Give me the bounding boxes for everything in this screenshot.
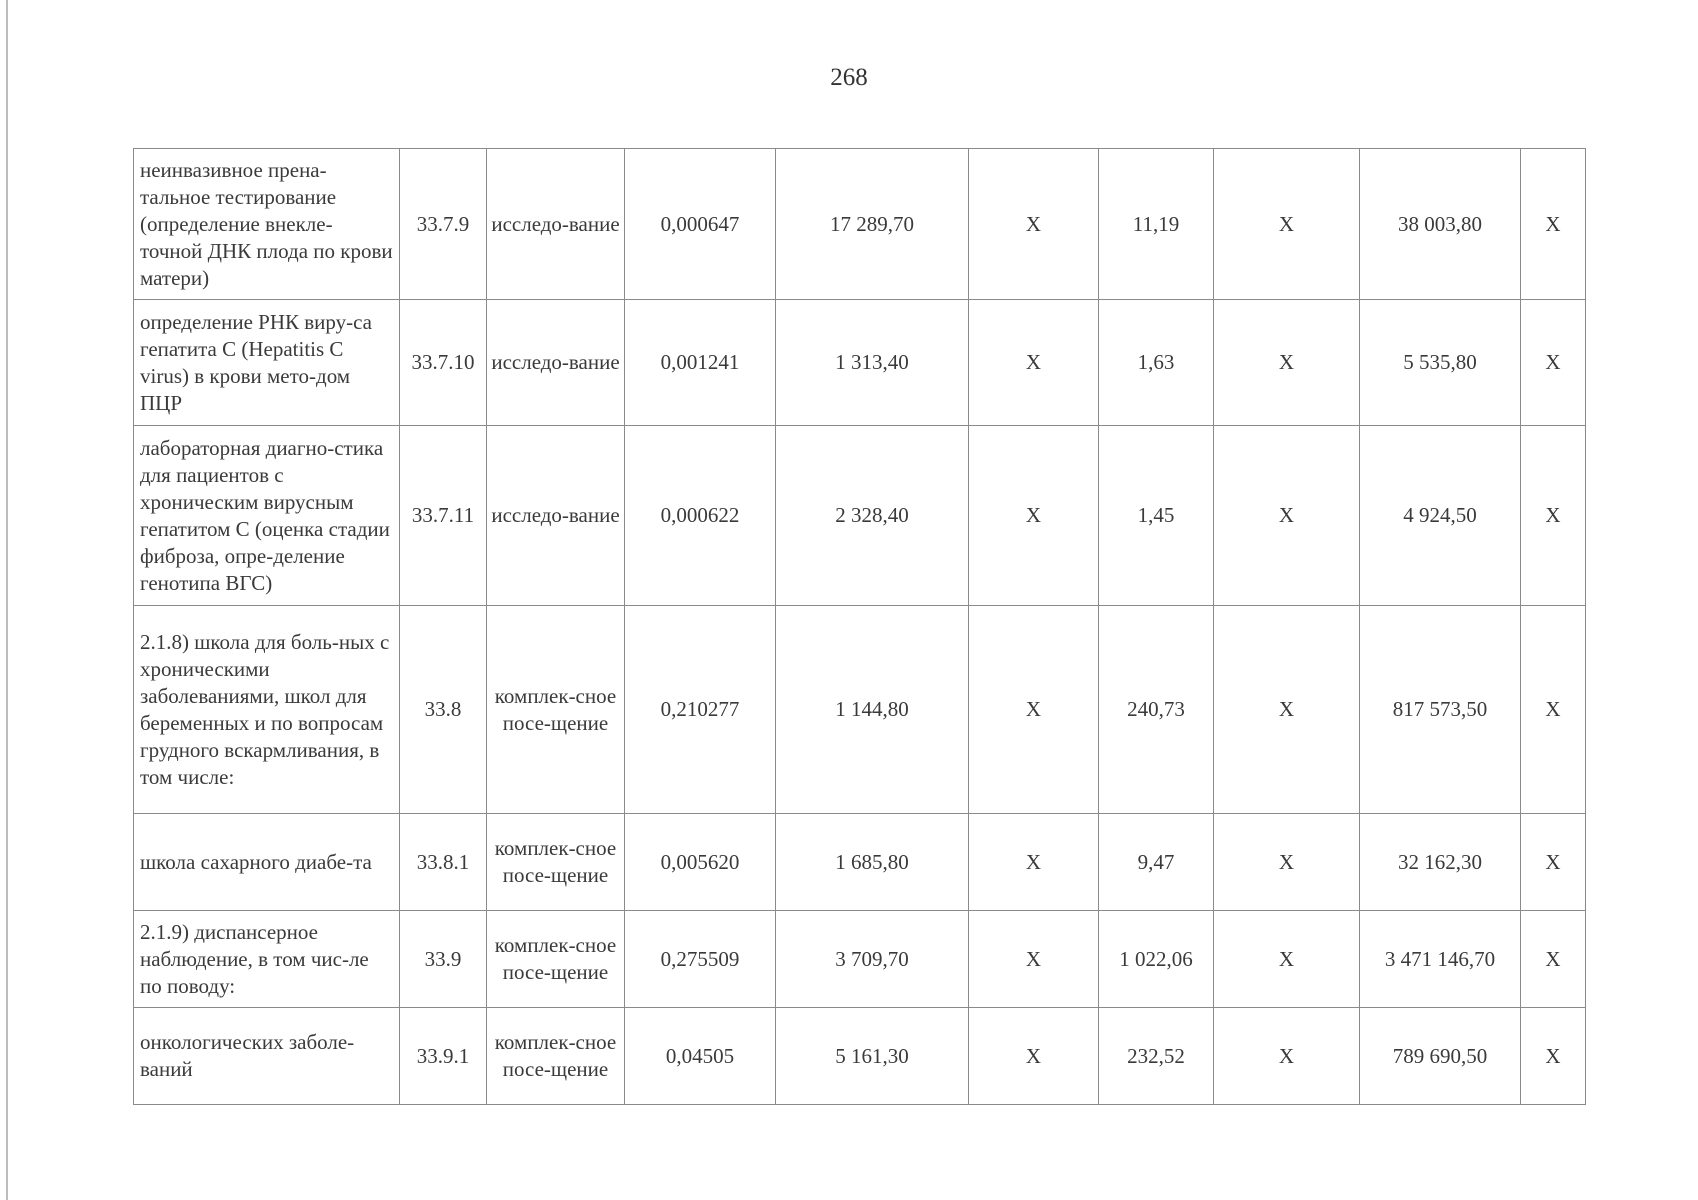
code-cell: 33.8.1: [400, 814, 487, 911]
table-row: [134, 149, 1586, 300]
x-cell: X: [969, 300, 1099, 426]
x-cell: X: [1521, 1008, 1586, 1105]
x-cell: X: [969, 814, 1099, 911]
total-cell: 817 573,50: [1360, 606, 1521, 814]
page-edge: [6, 0, 8, 1200]
service-name-cell: лабораторная диагно-стика для пациентов с хроническим вирусным гепатитом С (оценка стадии фиброза, опре-деление генотипа ВГС): [134, 426, 400, 606]
table-row: [134, 814, 1586, 911]
unit-cell: исследо-вание: [487, 149, 625, 300]
cost-cell: 3 709,70: [776, 911, 969, 1008]
table-row: [134, 606, 1586, 814]
x-cell: X: [969, 149, 1099, 300]
service-name-cell: онкологических заболе-ваний: [134, 1008, 400, 1105]
unit-cell: комплек-сное посе-щение: [487, 814, 625, 911]
norm-cell: 0,210277: [625, 606, 776, 814]
x-cell: X: [1214, 1008, 1360, 1105]
total-cell: 4 924,50: [1360, 426, 1521, 606]
x-cell: X: [1214, 606, 1360, 814]
x-cell: X: [1214, 814, 1360, 911]
per-capita-cell: 1,45: [1099, 426, 1214, 606]
per-capita-cell: 1 022,06: [1099, 911, 1214, 1008]
x-cell: X: [1214, 426, 1360, 606]
norm-cell: 0,000647: [625, 149, 776, 300]
table-row: [134, 426, 1586, 606]
x-cell: X: [1521, 300, 1586, 426]
code-cell: 33.9: [400, 911, 487, 1008]
x-cell: X: [1214, 149, 1360, 300]
table-row: [134, 911, 1586, 1008]
cost-cell: 2 328,40: [776, 426, 969, 606]
x-cell: X: [1214, 300, 1360, 426]
x-cell: X: [969, 426, 1099, 606]
norm-cell: 0,005620: [625, 814, 776, 911]
code-cell: 33.7.10: [400, 300, 487, 426]
service-name-cell: 2.1.9) диспансерное наблюдение, в том чис-ле по поводу:: [134, 911, 400, 1008]
unit-cell: комплек-сное посе-щение: [487, 1008, 625, 1105]
per-capita-cell: 11,19: [1099, 149, 1214, 300]
per-capita-cell: 240,73: [1099, 606, 1214, 814]
service-name-cell: определение РНК виру-са гепатита С (Hepatitis C virus) в крови мето-дом ПЦР: [134, 300, 400, 426]
x-cell: X: [1214, 911, 1360, 1008]
x-cell: X: [1521, 911, 1586, 1008]
code-cell: 33.7.11: [400, 426, 487, 606]
code-cell: 33.7.9: [400, 149, 487, 300]
total-cell: 38 003,80: [1360, 149, 1521, 300]
norm-cell: 0,04505: [625, 1008, 776, 1105]
norm-cell: 0,275509: [625, 911, 776, 1008]
table-row: [134, 1008, 1586, 1105]
x-cell: X: [969, 1008, 1099, 1105]
tariff-table: [133, 148, 1586, 1105]
service-name-cell: 2.1.8) школа для боль-ных с хроническими заболеваниями, школ для беременных и по вопросам грудного вскармливания, в том числе:: [134, 606, 400, 814]
per-capita-cell: 1,63: [1099, 300, 1214, 426]
x-cell: X: [969, 911, 1099, 1008]
total-cell: 789 690,50: [1360, 1008, 1521, 1105]
total-cell: 3 471 146,70: [1360, 911, 1521, 1008]
cost-cell: 1 685,80: [776, 814, 969, 911]
table-row: [134, 300, 1586, 426]
x-cell: X: [969, 606, 1099, 814]
code-cell: 33.8: [400, 606, 487, 814]
total-cell: 32 162,30: [1360, 814, 1521, 911]
cost-cell: 17 289,70: [776, 149, 969, 300]
page-number: 268: [830, 64, 868, 91]
unit-cell: исследо-вание: [487, 426, 625, 606]
unit-cell: комплек-сное посе-щение: [487, 911, 625, 1008]
service-name-cell: неинвазивное прена-тальное тестирование (определение внекле-точной ДНК плода по крови матери): [134, 149, 400, 300]
cost-cell: 1 313,40: [776, 300, 969, 426]
service-name-cell: школа сахарного диабе-та: [134, 814, 400, 911]
norm-cell: 0,001241: [625, 300, 776, 426]
unit-cell: комплек-сное посе-щение: [487, 606, 625, 814]
x-cell: X: [1521, 149, 1586, 300]
per-capita-cell: 232,52: [1099, 1008, 1214, 1105]
total-cell: 5 535,80: [1360, 300, 1521, 426]
x-cell: X: [1521, 814, 1586, 911]
x-cell: X: [1521, 606, 1586, 814]
x-cell: X: [1521, 426, 1586, 606]
cost-cell: 5 161,30: [776, 1008, 969, 1105]
norm-cell: 0,000622: [625, 426, 776, 606]
cost-cell: 1 144,80: [776, 606, 969, 814]
per-capita-cell: 9,47: [1099, 814, 1214, 911]
code-cell: 33.9.1: [400, 1008, 487, 1105]
unit-cell: исследо-вание: [487, 300, 625, 426]
